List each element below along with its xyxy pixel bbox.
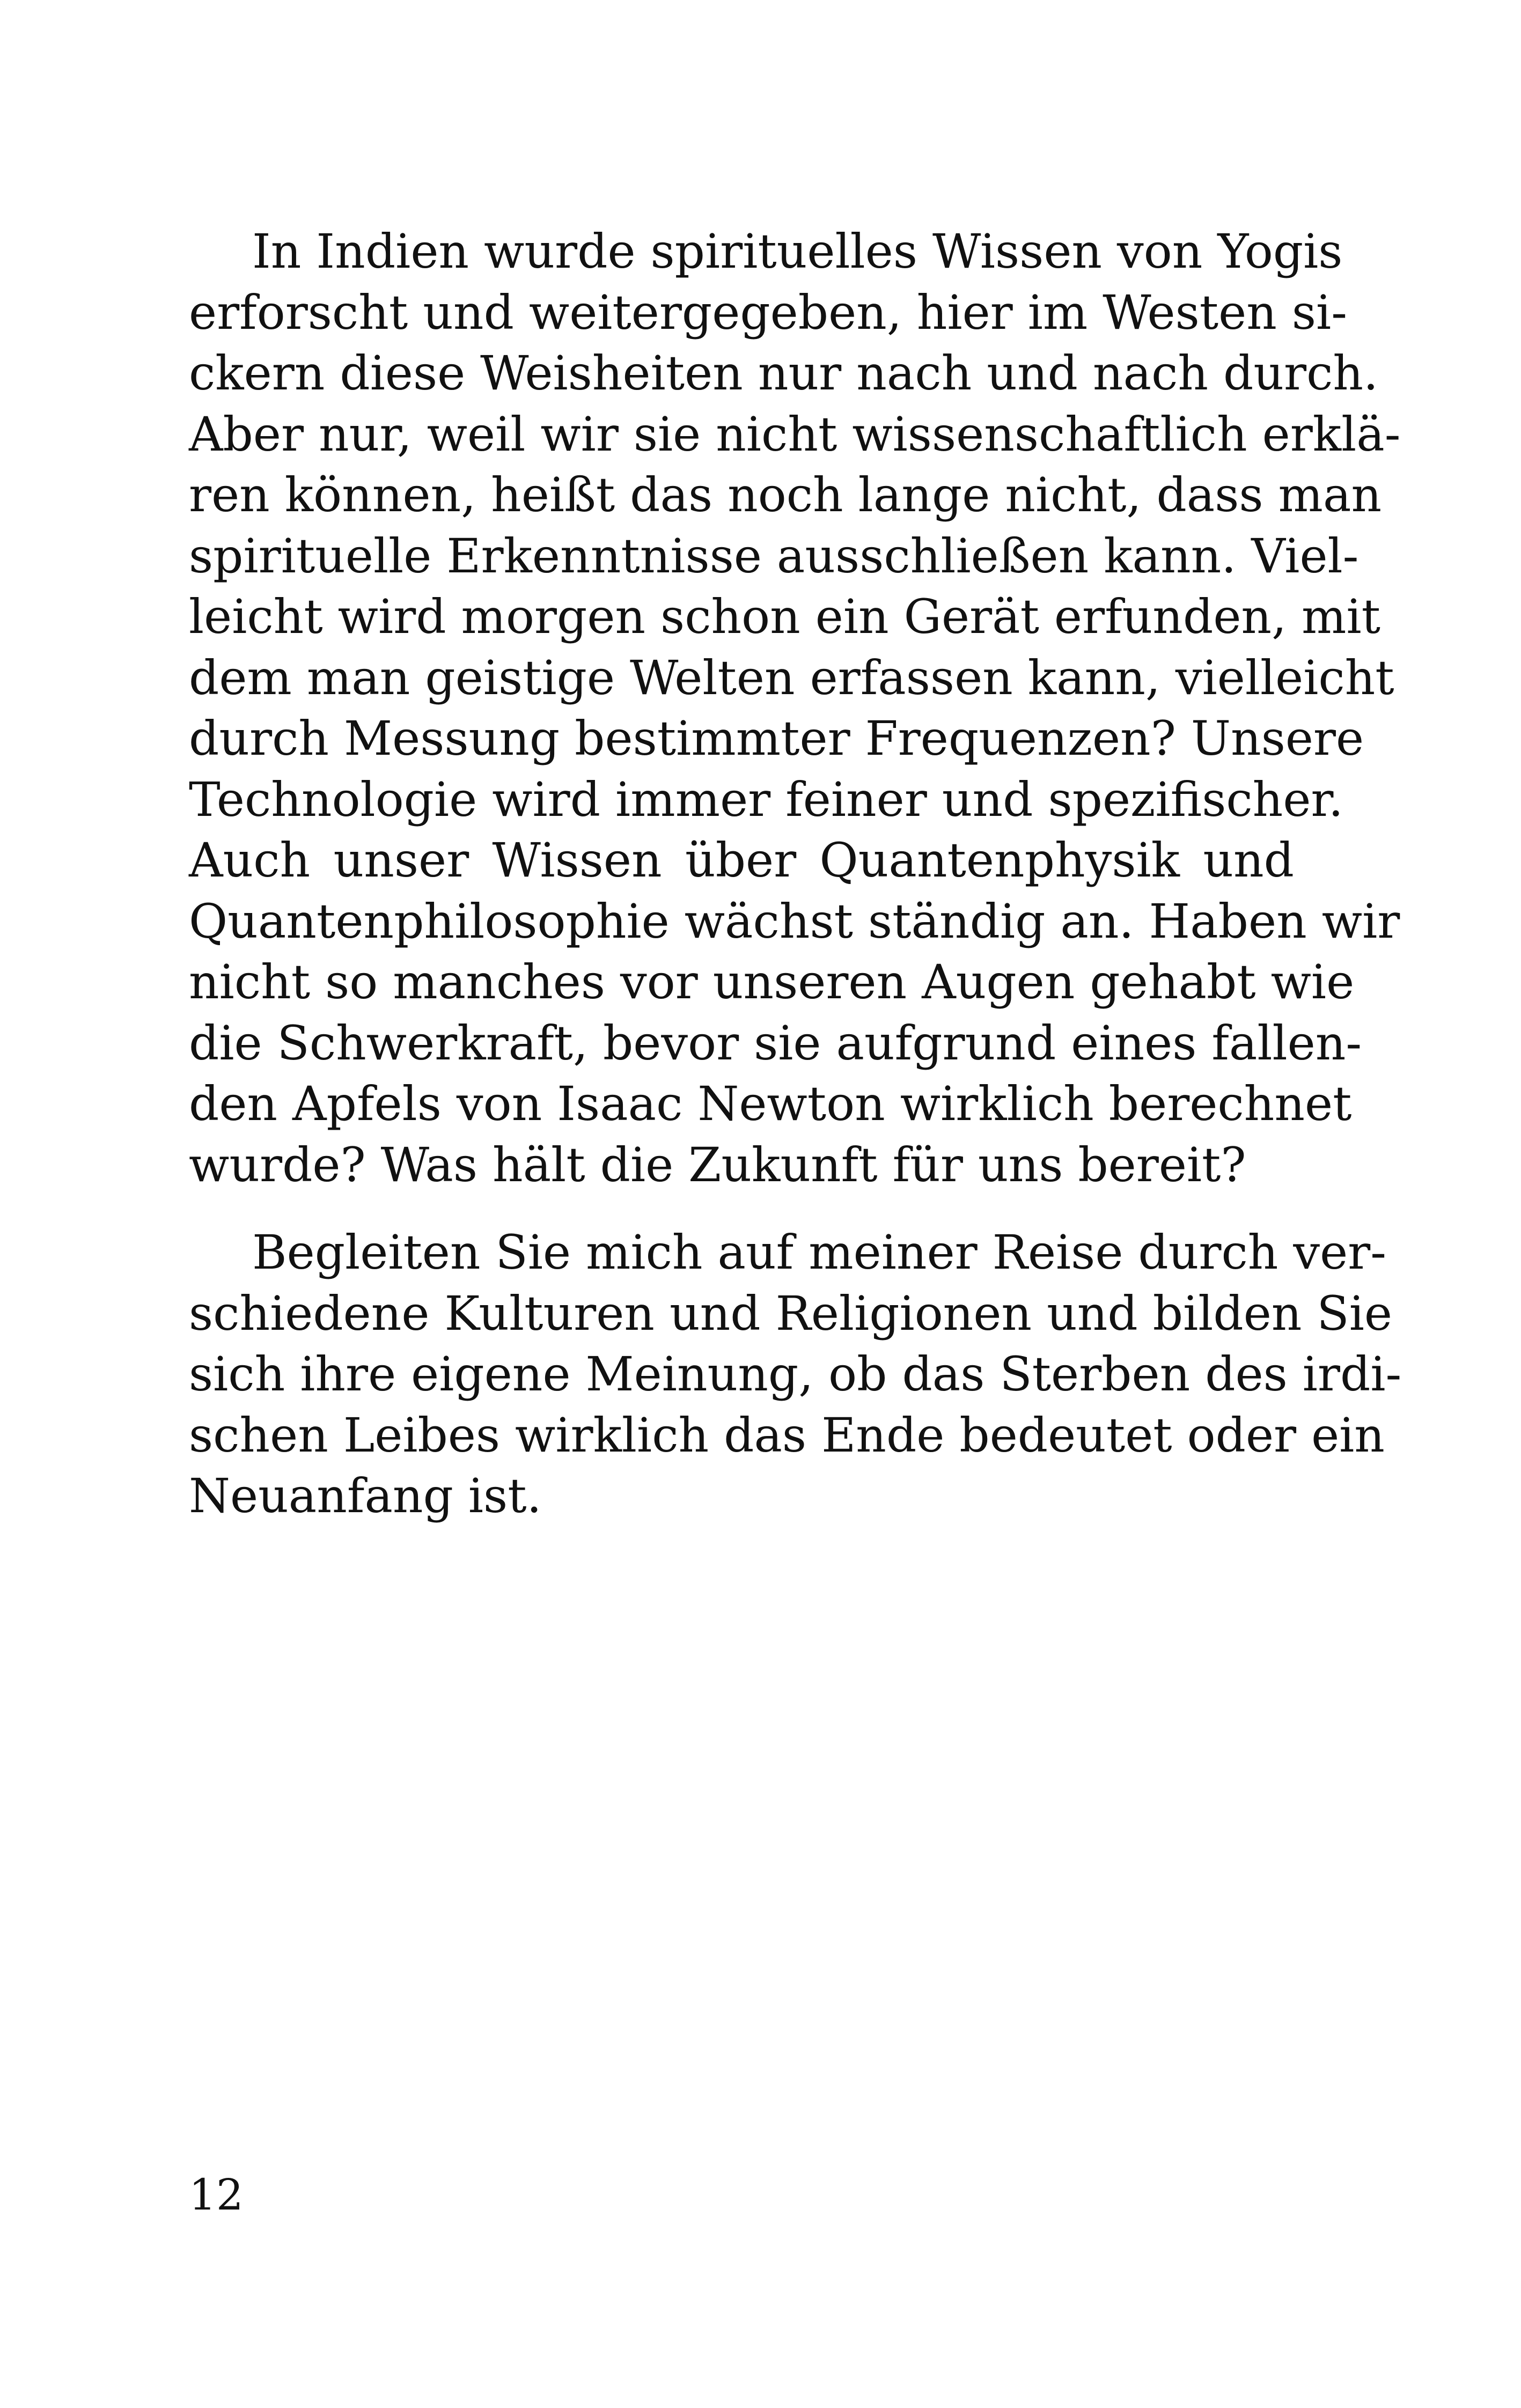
text-line: schen Leibes wirklich das Ende bedeutet oder ein xyxy=(189,1407,1385,1463)
text-line: ckern diese Weisheiten nur nach und nach durch. xyxy=(189,345,1379,401)
text-line: Auch unser Wissen über Quantenphysik und xyxy=(189,833,1294,888)
text-line: schiedene Kulturen und Religionen und bilden Sie xyxy=(189,1285,1392,1341)
paragraph-2 xyxy=(189,1222,1402,1527)
text-line: wurde? Was hält die Zukunft für uns bereit? xyxy=(189,1137,1246,1192)
text-line: dem man geistige Welten erfassen kann, vielleicht xyxy=(189,650,1394,705)
text-line: die Schwerkraft, bevor sie aufgrund eines fallen- xyxy=(189,1015,1362,1071)
text-line: Quantenphilosophie wächst ständig an. Haben wir xyxy=(189,893,1400,949)
text-line: den Apfels von Isaac Newton wirklich berechnet xyxy=(189,1076,1352,1131)
text-line: nicht so manches vor unseren Augen gehabt wie xyxy=(189,954,1355,1010)
text-line: sich ihre eigene Meinung, ob das Sterben des irdi- xyxy=(189,1346,1402,1402)
text-line: Aber nur, weil wir sie nicht wissenschaftlich erklä- xyxy=(189,406,1401,462)
text-line: erforscht und weitergegeben, hier im Westen si- xyxy=(189,284,1347,340)
page-number: 12 xyxy=(189,2170,244,2220)
text-line: Technologie wird immer feiner und spezifischer. xyxy=(189,771,1343,827)
body-text xyxy=(189,221,1402,1527)
paragraph-1 xyxy=(189,221,1401,1195)
text-line: Begleiten Sie mich auf meiner Reise durch ver- xyxy=(252,1225,1386,1280)
text-line: ren können, heißt das noch lange nicht, dass man xyxy=(189,467,1382,522)
text-line: In Indien wurde spirituelles Wissen von Yogis xyxy=(252,224,1343,279)
text-line: leicht wird morgen schon ein Gerät erfunden, mit xyxy=(189,589,1380,644)
text-line: spirituelle Erkenntnisse ausschließen kann. Viel- xyxy=(189,528,1359,584)
text-line: Neuanfang ist. xyxy=(189,1468,542,1523)
text-line: durch Messung bestimmter Frequenzen? Unsere xyxy=(189,711,1364,766)
